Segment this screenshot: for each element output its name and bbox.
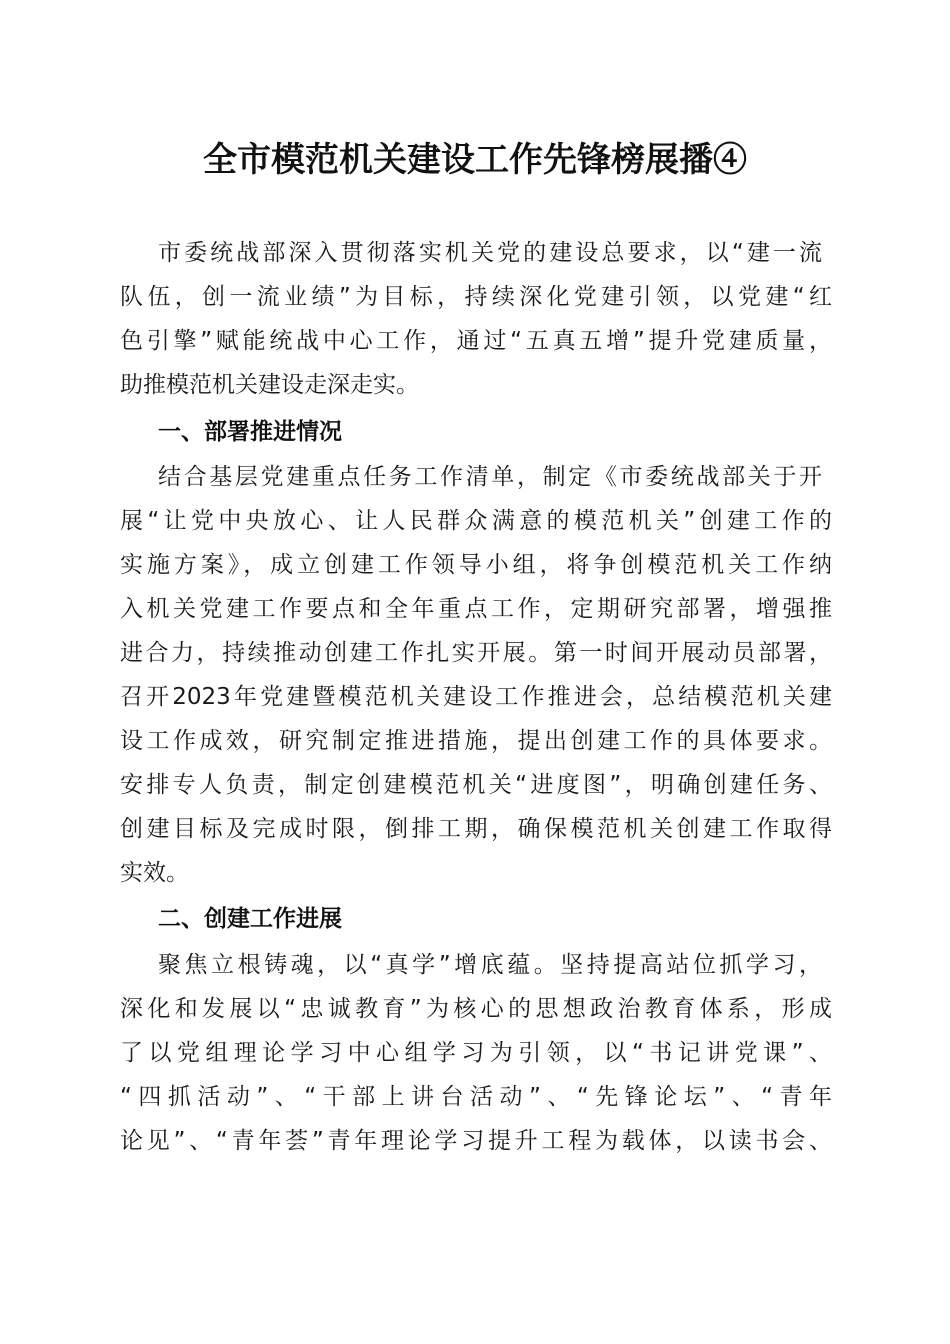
paragraph-line: 聚焦立根铸魂，以“真学”增底蕴。坚持提高站位抓学习， — [158, 952, 822, 978]
paragraph-line: 队伍，创一流业绩”为目标，持续深化党建引领，以党建“红 — [120, 284, 832, 310]
paragraph-line: 创建目标及完成时限，倒排工期，确保模范机关创建工作取得 — [120, 816, 832, 842]
paragraph-line: 结合基层党建重点任务工作清单，制定《市委统战部关于开 — [158, 464, 822, 490]
paragraph-line: 展“让党中央放心、让人民群众满意的模范机关”创建工作的 — [120, 508, 832, 534]
section-heading-progress: 二、创建工作进展 — [158, 906, 342, 932]
section-heading-deployment: 一、部署推进情况 — [158, 419, 342, 445]
paragraph-line: “四抓活动”、“干部上讲台活动”、“先锋论坛”、“青年 — [120, 1084, 832, 1110]
paragraph-line: 实效。 — [120, 860, 189, 886]
paragraph-line: 色引擎”赋能统战中心工作，通过“五真五增”提升党建质量， — [120, 328, 832, 354]
document-title: 全市模范机关建设工作先锋榜展播④ — [203, 140, 747, 180]
paragraph-line: 召开2023年党建暨模范机关建设工作推进会，总结模范机关建 — [120, 684, 832, 710]
paragraph-line: 了以党组理论学习中心组学习为引领，以“书记讲党课”、 — [120, 1040, 832, 1066]
paragraph-line: 进合力，持续推动创建工作扎实开展。第一时间开展动员部署， — [120, 640, 832, 666]
paragraph-line: 入机关党建工作要点和全年重点工作，定期研究部署，增强推 — [120, 596, 832, 622]
paragraph-line: 助推模范机关建设走深走实。 — [120, 372, 419, 398]
paragraph-line: 安排专人负责，制定创建模范机关“进度图”，明确创建任务、 — [120, 772, 832, 798]
paragraph-line: 论见”、“青年荟”青年理论学习提升工程为载体，以读书会、 — [120, 1128, 832, 1154]
paragraph-line: 实施方案》，成立创建工作领导小组，将争创模范机关工作纳 — [120, 552, 832, 578]
paragraph-line: 市委统战部深入贯彻落实机关党的建设总要求，以“建一流 — [158, 240, 822, 266]
paragraph-line: 设工作成效，研究制定推进措施，提出创建工作的具体要求。 — [120, 728, 832, 754]
paragraph-line: 深化和发展以“忠诚教育”为核心的思想政治教育体系，形成 — [120, 996, 832, 1022]
